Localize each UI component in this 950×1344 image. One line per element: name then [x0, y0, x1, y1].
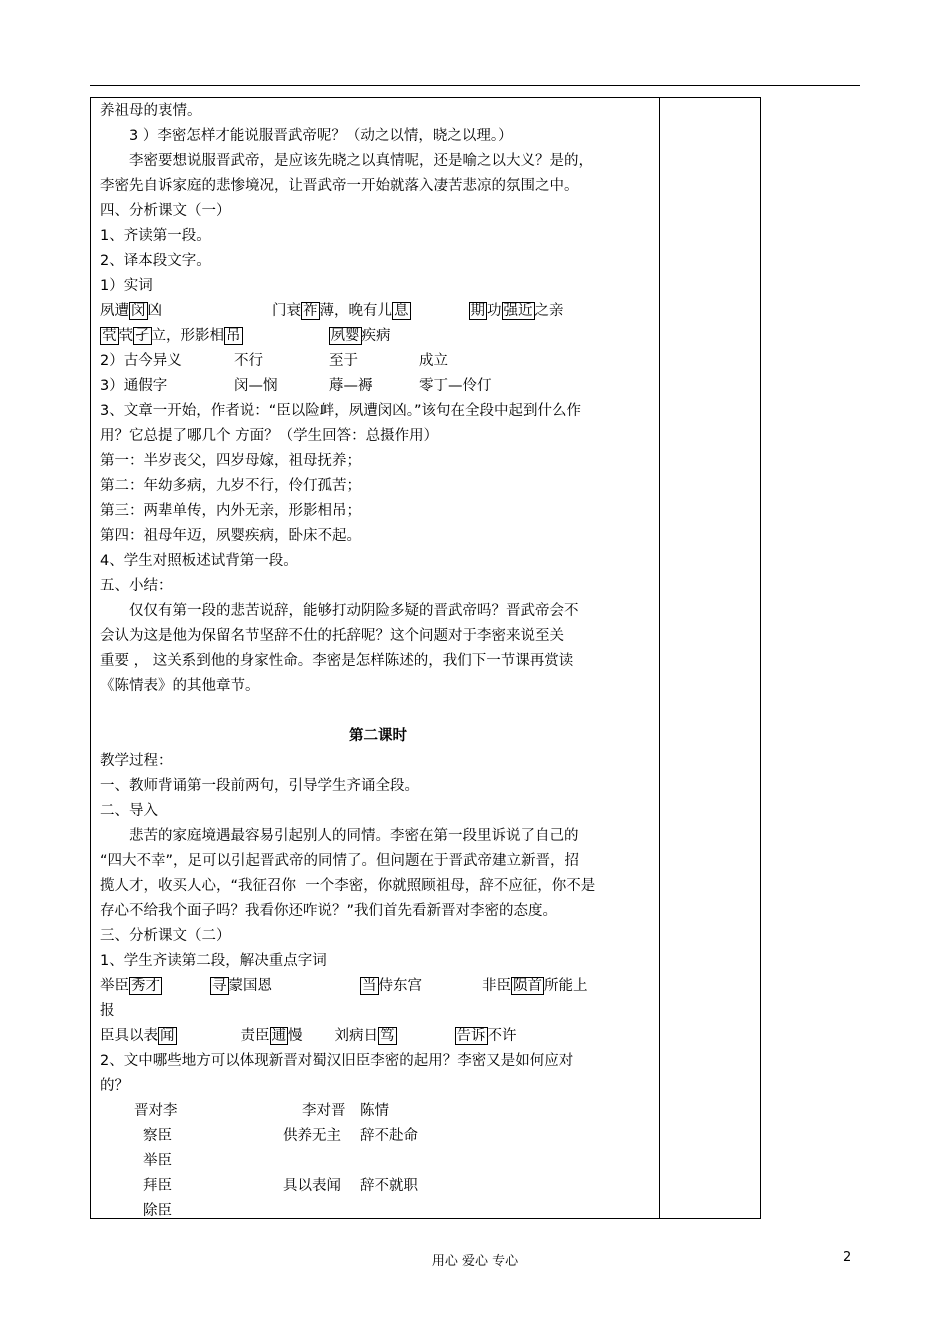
text-line: 1、齐读第一段。	[100, 228, 211, 244]
boxed-word: 吊	[226, 328, 241, 344]
section-heading: 三、分析课文（二）	[100, 928, 231, 944]
vocab-text: 功	[487, 303, 502, 319]
boxed-word: 陨首	[513, 978, 542, 994]
lesson-content	[100, 99, 656, 1224]
cell: 具以表闻	[283, 1178, 341, 1194]
text-line: 2、文中哪些地方可以体现新晋对蜀汉旧臣李密的起用？李密又是如何应对	[100, 1053, 574, 1069]
text-line: 用？它总提了哪几个 方面？（学生回答：总摄作用）	[100, 428, 439, 444]
lesson-2-heading: 第二课时	[349, 728, 407, 744]
relation-table-row	[100, 1124, 656, 1149]
cell: 举臣	[143, 1153, 172, 1169]
boxed-word: 期	[470, 303, 485, 319]
text-line: 揽人才，收买人心，“我征召你 一个李密，你就照顾祖母，辞不应征，你不是	[100, 878, 596, 894]
page-number: 2	[843, 1250, 852, 1265]
boxed-word: 孑	[135, 328, 150, 344]
text-line: 《陈情表》的其他章节。	[100, 678, 260, 694]
vocab-text: 责臣	[240, 1028, 270, 1044]
section-heading: 四、分析课文（一）	[100, 203, 231, 219]
vocab-row-2	[100, 324, 656, 349]
vocab-text: 凶	[147, 303, 162, 319]
table-column-divider	[659, 97, 660, 1219]
text-line: 存心不给我个面子吗？我看你还咋说？”我们首先看新晋对李密的态度。	[100, 903, 558, 919]
section-heading: 二、导入	[100, 803, 158, 819]
vocab-text: 门衰	[272, 303, 301, 319]
term: 不行	[234, 353, 263, 369]
text-line: 仅仅有第一段的悲苦说辞，能够打动阴险多疑的晋武帝吗？晋武帝会不	[129, 603, 579, 619]
boxed-word: 茕	[102, 328, 117, 344]
term: 闵—悯	[234, 378, 278, 394]
vocab-text: 蒙国恩	[228, 978, 272, 994]
label: 2）古今异义	[100, 353, 182, 369]
question-3: 3 ）李密怎样才能说服晋武帝呢？（动之以情，晓之以理。）	[129, 128, 513, 144]
text-line: 3、文章一开始，作者说：“臣以险衅，夙遭闵凶。”该句在全段中起到什么作	[100, 403, 581, 419]
text-line: 悲苦的家庭境遇最容易引起别人的同情。李密在第一段里诉说了自己的	[129, 828, 579, 844]
term: 零丁—伶仃	[419, 378, 492, 394]
header-rule	[90, 85, 860, 86]
vocab-text: 疾病	[361, 328, 391, 344]
boxed-word: 夙婴	[330, 328, 360, 344]
boxed-word: 当	[362, 978, 377, 994]
text-line: 的？	[100, 1078, 129, 1094]
text-line: 重要 ， 这关系到他的身家性命。李密是怎样陈述的，我们下一节课再赏读	[100, 653, 574, 669]
boxed-word: 寻	[212, 978, 227, 994]
text-line: 4、学生对照板述试背第一段。	[100, 553, 298, 569]
text-line: 第二：年幼多病，九岁不行，伶仃孤苦；	[100, 478, 361, 494]
vocab-row-3	[100, 974, 656, 999]
vocab-text: 举臣	[100, 978, 129, 994]
cell: 辞不就职	[360, 1178, 418, 1194]
relation-table-row	[100, 1174, 656, 1199]
vocab-text: 茕	[118, 328, 133, 344]
vocab-row-1	[100, 299, 656, 324]
relation-table-row	[100, 1199, 656, 1224]
vocab-row-4	[100, 1024, 656, 1049]
variant-char-row	[100, 374, 656, 399]
text-line: 2、译本段文字。	[100, 253, 211, 269]
text-line: 报	[100, 1003, 115, 1019]
vocab-text: 侍东宫	[378, 978, 422, 994]
cell: 拜臣	[143, 1178, 172, 1194]
vocab-text: 之亲	[534, 303, 564, 319]
col-header: 晋对李	[134, 1103, 178, 1119]
text-line: 养祖母的衷情。	[100, 103, 202, 119]
cell: 供养无主	[283, 1128, 341, 1144]
vocab-text: 不许	[487, 1028, 517, 1044]
text-line: “四大不幸”，足可以引起晋武帝的同情了。但问题在于晋武帝建立新晋，招	[100, 853, 580, 869]
boxed-word: 秀才	[131, 978, 160, 994]
label: 3）通假字	[100, 378, 168, 394]
boxed-word: 告诉	[456, 1028, 486, 1044]
text-line: 第一：半岁丧父，四岁母嫁，祖母抚养；	[100, 453, 361, 469]
section-heading: 五、小结：	[100, 578, 173, 594]
text-line: 一、教师背诵第一段前两句，引导学生齐诵全段。	[100, 778, 419, 794]
text-line: 1）实词	[100, 278, 153, 294]
term: 蓐—褥	[329, 378, 373, 394]
cell: 除臣	[143, 1203, 172, 1219]
text-line: 会认为这是他为保留名节坚辞不仕的托辞呢？这个问题对于李密来说至关	[100, 628, 564, 644]
cell: 察臣	[143, 1128, 172, 1144]
term: 成立	[419, 353, 448, 369]
vocab-text: 夙遭	[100, 303, 129, 319]
vocab-text: 薄，晚有儿	[319, 303, 392, 319]
vocab-text: 慢	[288, 1028, 303, 1044]
vocab-text: 刘病日	[334, 1028, 378, 1044]
cell: 辞不赴命	[360, 1128, 418, 1144]
boxed-word: 闵	[131, 303, 146, 319]
text-line: 1、学生齐读第二段，解决重点字词	[100, 953, 327, 969]
text-line: 第三：两辈单传，内外无亲，形影相吊；	[100, 503, 361, 519]
term: 至于	[329, 353, 358, 369]
boxed-word: 逋	[271, 1028, 286, 1044]
text-line: 教学过程：	[100, 753, 173, 769]
text-line: 李密先自诉家庭的悲惨境况，让晋武帝一开始就落入凄苦悲凉的氛围之中。	[100, 178, 579, 194]
text-line: 李密要想说服晋武帝，是应该先晓之以真情呢，还是喻之以大义？是的，	[129, 153, 593, 169]
vocab-text: 所能上	[544, 978, 588, 994]
vocab-text: 立，形影相	[151, 328, 224, 344]
vocab-text: 非臣	[482, 978, 511, 994]
boxed-word: 祚	[303, 303, 318, 319]
text-line: 第四：祖母年迈，夙婴疾病，卧床不起。	[100, 528, 361, 544]
antonym-row	[100, 349, 656, 374]
footer-motto: 用心 爱心 专心	[431, 1254, 519, 1269]
boxed-word: 闻	[160, 1028, 175, 1044]
col-header: 陈情	[360, 1103, 389, 1119]
vocab-text: 臣具以表	[100, 1028, 158, 1044]
col-header: 李对晋	[302, 1103, 346, 1119]
boxed-word: 息	[394, 303, 409, 319]
boxed-word: 笃	[380, 1028, 395, 1044]
relation-table-row	[100, 1149, 656, 1174]
boxed-word: 强近	[503, 303, 533, 319]
relation-table-header	[100, 1099, 656, 1124]
